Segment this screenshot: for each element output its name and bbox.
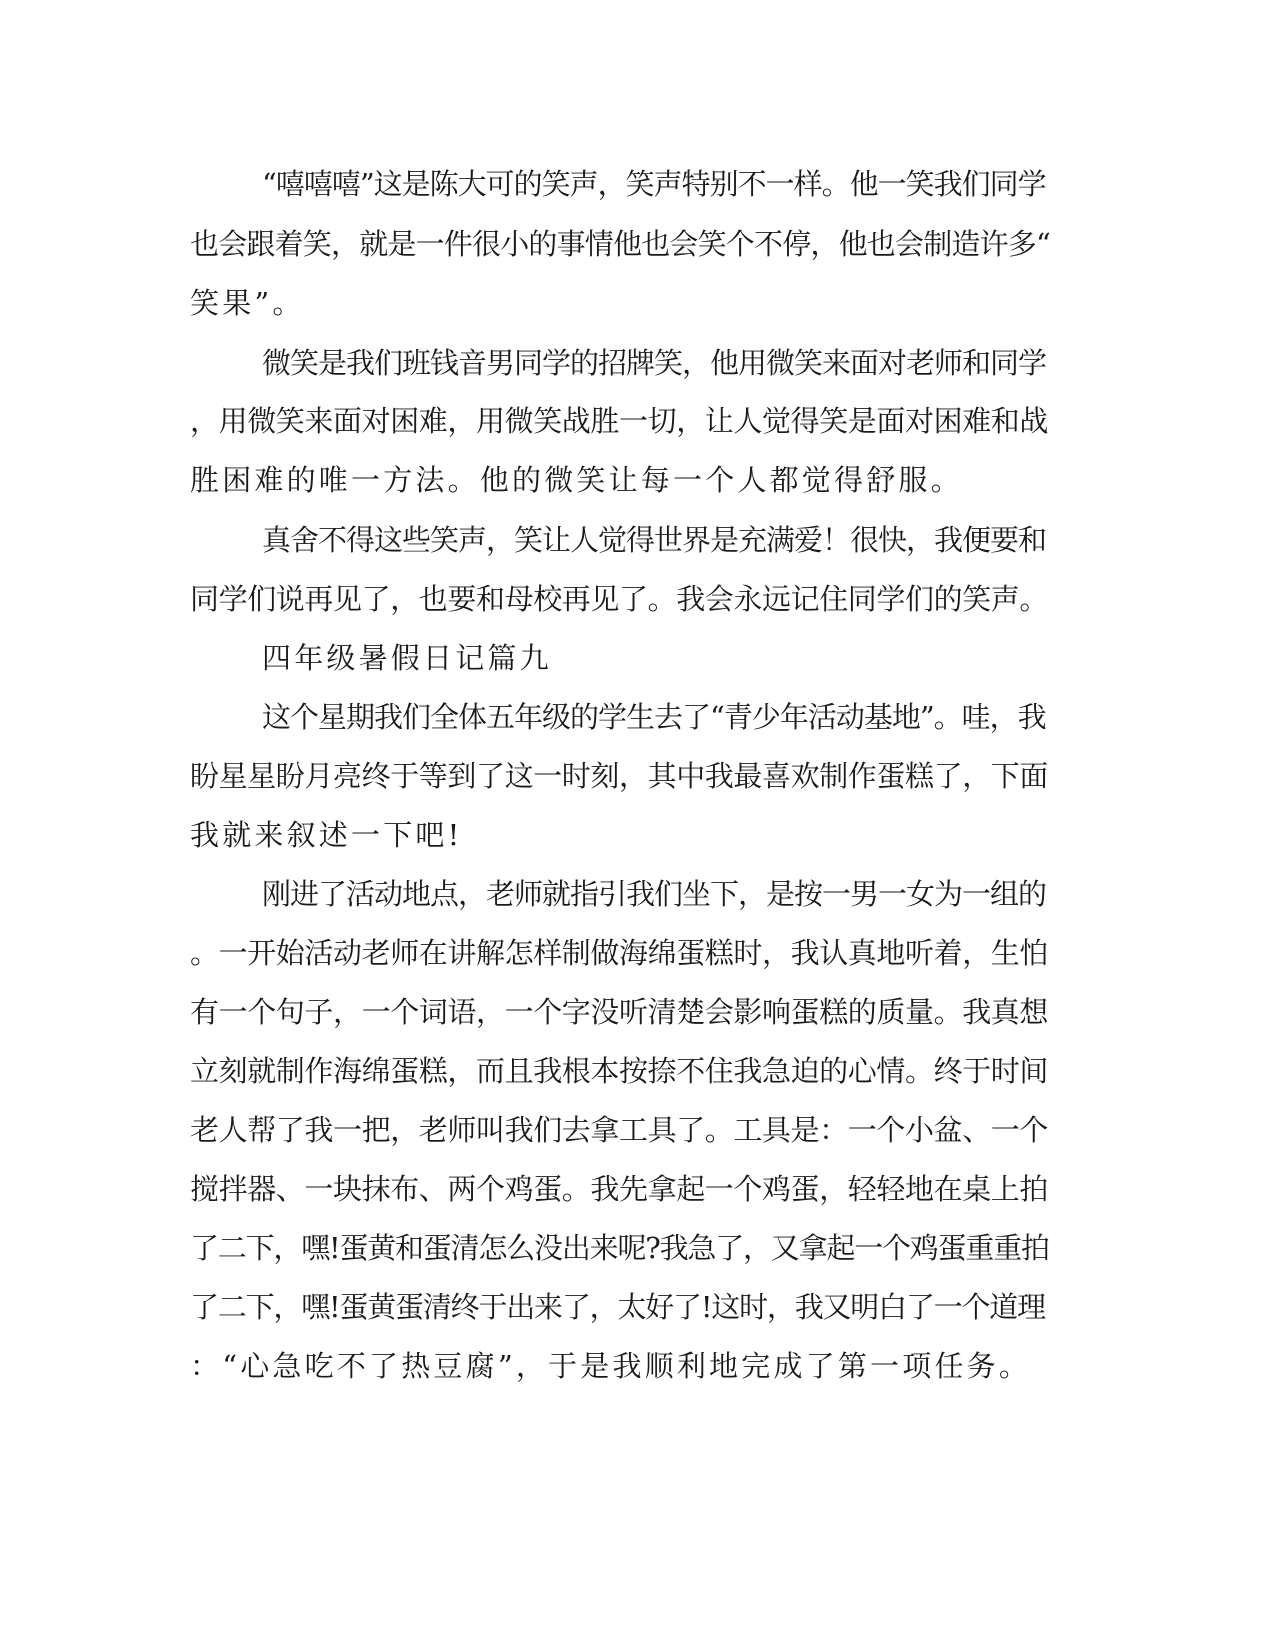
text-line-10: 这个星期我们全体五年级的学生去了“青少年活动基地”。哇，我 bbox=[262, 700, 1046, 734]
text-line-16: 立刻就制作海绵蛋糕，而且我根本按捺不住我急迫的心情。终于时间 bbox=[190, 1054, 1049, 1088]
text-line-12: 我就来叙述一下吧! bbox=[190, 818, 463, 852]
text-line-2: 也会跟着笑，就是一件很小的事情他也会笑个不停，他也会制造许多“ bbox=[190, 227, 1051, 261]
text-line-6: 胜困难的唯一方法。他的微笑让每一个人都觉得舒服。 bbox=[190, 463, 963, 497]
text-line-4: 微笑是我们班钱音男同学的招牌笑，他用微笑来面对老师和同学 bbox=[262, 346, 1047, 380]
section-heading: 四年级暑假日记篇九 bbox=[262, 641, 552, 675]
text-line-20: 了二下，嘿!蛋黄蛋清终于出来了，太好了!这时，我又明白了一个道理 bbox=[190, 1290, 1045, 1324]
text-line-18: 搅拌器、一块抹布、两个鸡蛋。我先拿起一个鸡蛋，轻轻地在桌上拍 bbox=[190, 1172, 1049, 1206]
text-line-1: “嘻嘻嘻”这是陈大可的笑声，笑声特别不一样。他一笑我们同学 bbox=[262, 167, 1046, 201]
text-line-15: 有一个句子，一个词语，一个字没听清楚会影响蛋糕的质量。我真想 bbox=[190, 995, 1049, 1029]
text-line-21: ：“心急吃不了热豆腐”，于是我顺利地完成了第一项任务。 bbox=[190, 1349, 1032, 1383]
text-line-17: 老人帮了我一把，老师叫我们去拿工具了。工具是：一个小盆、一个 bbox=[190, 1113, 1049, 1147]
text-line-13: 刚进了活动地点，老师就指引我们坐下，是按一男一女为一组的 bbox=[262, 877, 1047, 911]
text-line-19: 了二下，嘿!蛋黄和蛋清怎么没出来呢?我急了，又拿起一个鸡蛋重重拍 bbox=[190, 1231, 1049, 1265]
text-line-11: 盼星星盼月亮终于等到了这一时刻，其中我最喜欢制作蛋糕了，下面 bbox=[190, 759, 1049, 793]
text-line-5: ，用微笑来面对困难，用微笑战胜一切，让人觉得笑是面对困难和战 bbox=[190, 404, 1049, 438]
text-line-7: 真舍不得这些笑声，笑让人觉得世界是充满爱！很快，我便要和 bbox=[262, 523, 1047, 557]
text-line-8: 同学们说再见了，也要和母校再见了。我会永远记住同学们的笑声。 bbox=[190, 582, 1049, 616]
text-line-14: 。一开始活动老师在讲解怎样制做海绵蛋糕时，我认真地听着，生怕 bbox=[190, 936, 1049, 970]
text-line-3: 笑果”。 bbox=[190, 286, 305, 320]
